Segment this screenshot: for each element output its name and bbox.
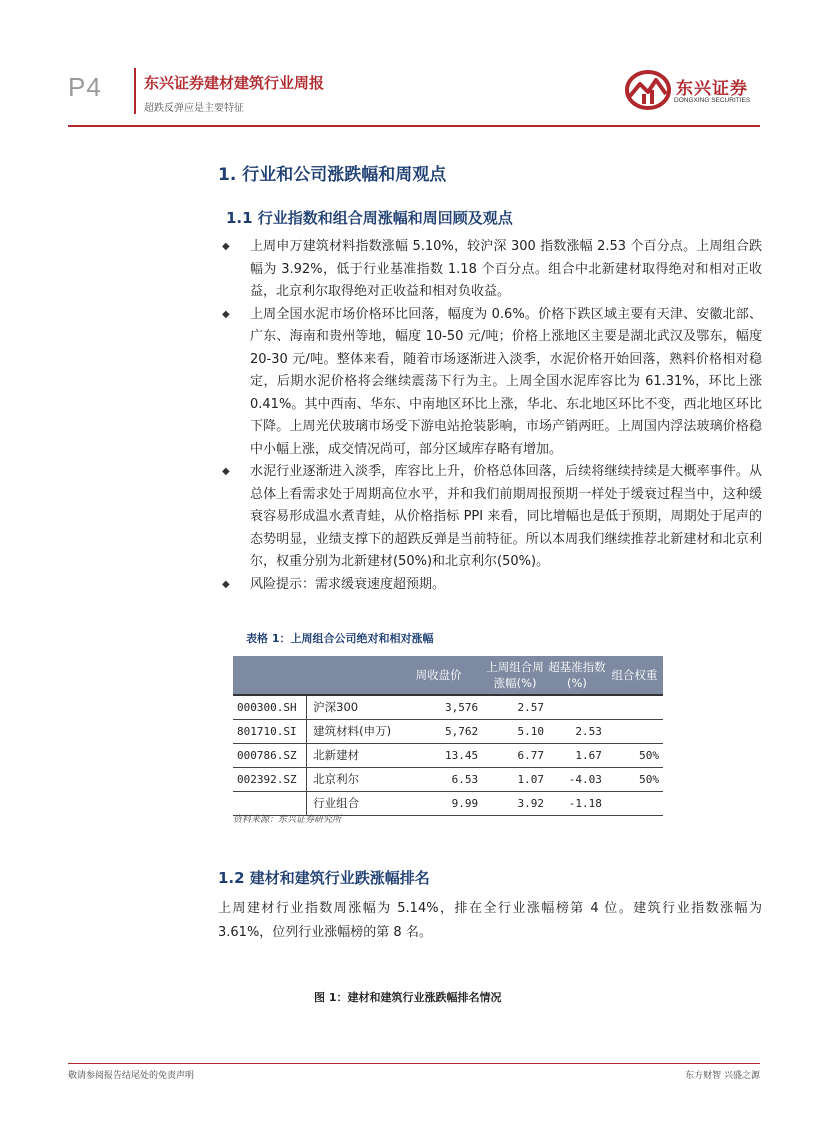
cell-name: 行业组合	[307, 791, 395, 815]
bullet-text: 上周申万建筑材料指数涨幅 5.10%，较沪深 300 指数涨幅 2.53 个百分点。上周组合跌幅为 3.92%，低于行业基准指数 1.18 个百分点。组合中北新建材取得绝对和相对正收益，北京利尔取得绝对正收益和相对负收益。	[250, 239, 762, 299]
cell-weight: 50%	[606, 767, 663, 791]
cell-code: 801710.SI	[233, 719, 307, 743]
cell-excess	[548, 695, 606, 719]
header-divider	[134, 68, 136, 114]
cell-excess: -4.03	[548, 767, 606, 791]
header-name	[307, 656, 395, 695]
cell-close: 5,762	[395, 719, 482, 743]
table-row	[233, 695, 663, 719]
report-title: 东兴证券建材建筑行业周报	[144, 74, 325, 92]
cell-weight	[606, 719, 663, 743]
diamond-bullet-icon: ◆	[222, 578, 230, 590]
header-code	[233, 656, 307, 695]
table-row	[233, 719, 663, 743]
table-row	[233, 743, 663, 767]
footer-slogan: 东方财智 兴盛之源	[685, 1071, 760, 1081]
bullet-text: 水泥行业逐渐进入淡季，库容比上升，价格总体回落，后续将继续持续是大概率事件。从总体上看需求处于周期高位水平，并和我们前期周报预期一样处于缓衰过程当中，这种缓衰容易形成温水煮青蛙，从价格指标 PPI 来看，同比增幅也是低于预期，周期处于尾声的态势明显，业绩支撑下的超跌反弹是当前特征。所以本周我们继续推荐北新建材和北京利尔，权重分别为北新建材(50%)和北京利尔(50%)。	[250, 464, 762, 569]
cell-close: 6.53	[395, 767, 482, 791]
cell-change: 6.77	[482, 743, 548, 767]
subsection-heading: 1.2 建材和建筑行业跌涨幅排名	[218, 869, 430, 887]
cell-code: 000786.SZ	[233, 743, 307, 767]
header-weight: 组合权重	[606, 656, 663, 695]
diamond-bullet-icon: ◆	[222, 466, 230, 477]
footer-disclaimer: 敬请参阅报告结尾处的免责声明	[68, 1071, 195, 1081]
page-header	[68, 62, 760, 126]
cell-code: 000300.SH	[233, 695, 307, 719]
diamond-bullet-icon: ◆	[222, 241, 230, 252]
portfolio-table	[233, 656, 663, 816]
header-excess: 超基准指数(%)	[548, 656, 606, 695]
header-rule	[68, 125, 760, 127]
cell-name: 沪深300	[307, 695, 395, 719]
section-heading: 1. 行业和公司涨跌幅和周观点	[218, 165, 447, 185]
cell-code: 002392.SZ	[233, 767, 307, 791]
body-paragraph: 上周建材行业指数周涨幅为 5.14%，排在全行业涨幅榜第 4 位。建筑行业指数涨幅为 3.61%，位列行业涨幅榜的第 8 名。	[218, 901, 762, 940]
list-item	[218, 236, 762, 304]
diamond-bullet-icon: ◆	[222, 308, 230, 320]
cell-name: 建筑材料(申万)	[307, 719, 395, 743]
report-subtitle: 超跌反弹应是主要特征	[144, 103, 244, 114]
cell-close: 9.99	[395, 791, 482, 815]
cell-change: 5.10	[482, 719, 548, 743]
list-item	[218, 304, 762, 462]
cell-weight: 50%	[606, 743, 663, 767]
logo-english-text: DONGXING SECURITIES	[674, 97, 751, 104]
table-row	[233, 767, 663, 791]
cell-weight	[606, 791, 663, 815]
bullet-list	[218, 236, 762, 596]
cell-weight	[606, 695, 663, 719]
table-source: 资料来源：东兴证券研究所	[233, 815, 342, 825]
company-logo	[624, 68, 758, 116]
page-number: P4	[68, 72, 102, 102]
header-close: 周收盘价	[395, 656, 482, 695]
cell-change: 1.07	[482, 767, 548, 791]
cell-change: 2.57	[482, 695, 548, 719]
list-item	[218, 574, 762, 597]
cell-close: 13.45	[395, 743, 482, 767]
subsection-heading: 1.1 行业指数和组合周涨幅和周回顾及观点	[226, 209, 513, 227]
cell-excess: 1.67	[548, 743, 606, 767]
cell-excess: -1.18	[548, 791, 606, 815]
cell-excess: 2.53	[548, 719, 606, 743]
figure-caption: 图 1：建材和建筑行业涨跌幅排名情况	[314, 991, 502, 1004]
bullet-text: 上周全国水泥市场价格环比回落，幅度为 0.6%。价格下跌区域主要有天津、安徽北部、广东、海南和贵州等地，幅度 10-50 元/吨；价格上涨地区主要是湖北武汉及鄂东，幅度 20-30 元/吨。整体来看，随着市场逐渐进入淡季，水泥价格开始回落，熟料价格相对稳定，后期水泥价格将会继续震荡下行为主。上周全国水泥库容比为 61.31%，环比上涨 0.41%。其中西南、华东、中南地区环比上涨，华北、东北地区环比不变，西北地区环比下降。上周光伏玻璃市场受下游电站抢装影响，市场产销两旺。上周国内浮法玻璃价格稳中小幅上涨，成交情况尚可，部分区域库存略有增加。	[250, 306, 762, 457]
table-header-row	[233, 656, 663, 695]
header-change: 上周组合周涨幅(%)	[482, 656, 548, 695]
list-item	[218, 461, 762, 574]
logo-emblem-icon	[624, 70, 672, 110]
cell-close: 3,576	[395, 695, 482, 719]
table-caption: 表格 1：上周组合公司绝对和相对涨幅	[246, 632, 434, 645]
logo-text: 东兴证券	[676, 79, 748, 99]
bullet-text: 风险提示：需求缓衰速度超预期。	[250, 576, 446, 592]
cell-name: 北京利尔	[307, 767, 395, 791]
cell-change: 3.92	[482, 791, 548, 815]
footer-rule	[68, 1063, 760, 1064]
cell-name: 北新建材	[307, 743, 395, 767]
